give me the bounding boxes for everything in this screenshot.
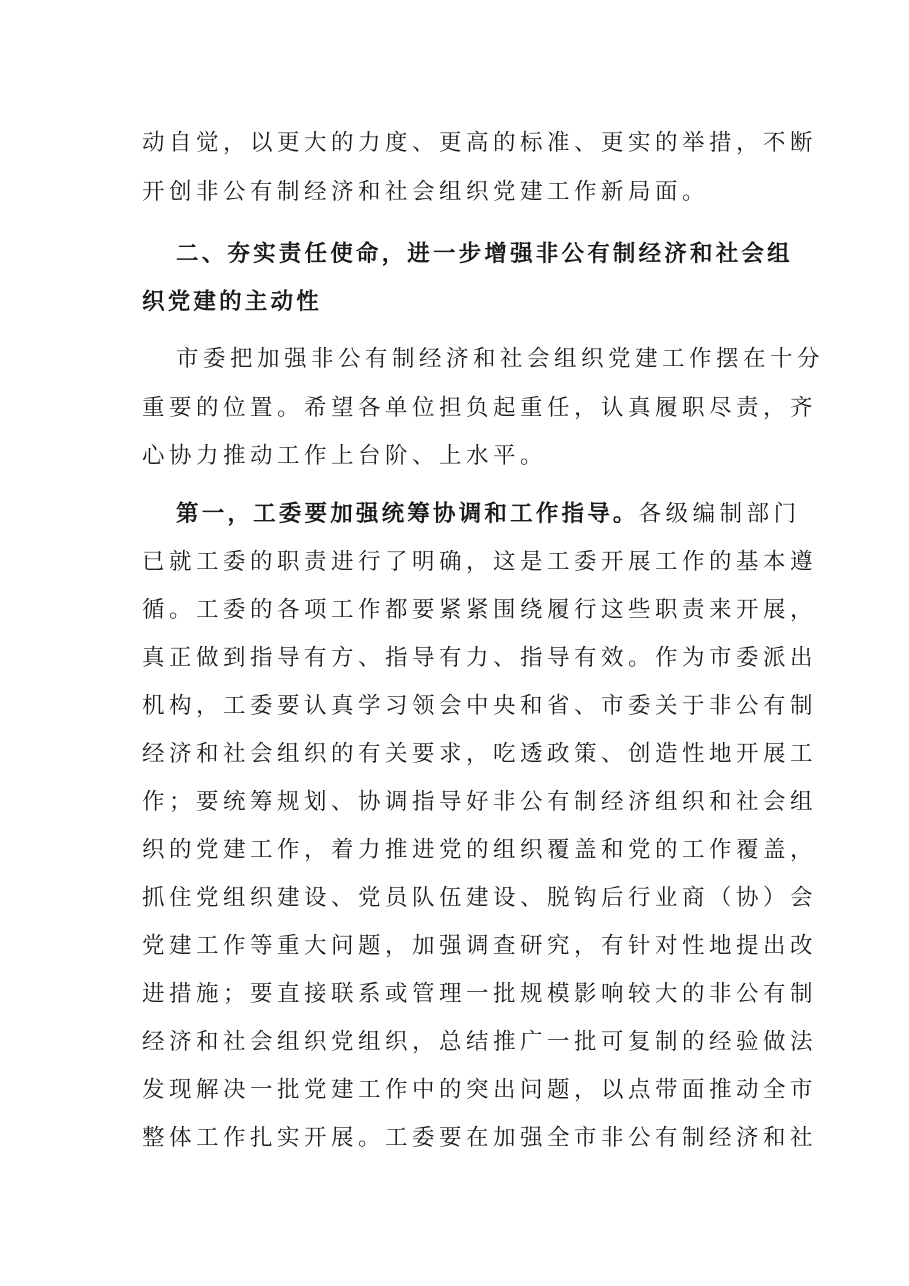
paragraph-line: 经济和社会组织的有关要求，吃透政策、创造性地开展工	[142, 741, 818, 767]
paragraph-lead-line	[176, 499, 801, 529]
paragraph-line: 发现解决一批党建工作中的突出问题，以点带面推动全市	[142, 1077, 818, 1103]
paragraph-line: 重要的位置。希望各单位担负起重任，认真履职尽责，齐	[142, 395, 818, 421]
paragraph-line: 作；要统筹规划、协调指导好非公有制经济组织和社会组	[142, 789, 818, 815]
bold-lead: 第一，工委要加强统筹协调和工作指导。	[176, 501, 639, 527]
paragraph-line: 抓住党组织建设、党员队伍建设、脱钩后行业商（协）会	[142, 885, 818, 911]
paragraph-line: 心协力推动工作上台阶、上水平。	[142, 443, 548, 469]
paragraph-line: 真正做到指导有方、指导有力、指导有效。作为市委派出	[142, 645, 818, 671]
paragraph-line: 经济和社会组织党组织，总结推广一批可复制的经验做法	[142, 1029, 818, 1055]
paragraph-line: 市委把加强非公有制经济和社会组织党建工作摆在十分	[176, 346, 825, 372]
paragraph-line: 进措施；要直接联系或管理一批规模影响较大的非公有制	[142, 981, 818, 1007]
paragraph-line: 机构，工委要认真学习领会中央和省、市委关于非公有制	[142, 693, 818, 719]
paragraph-line: 整体工作扎实开展。工委要在加强全市非公有制经济和社	[142, 1125, 818, 1151]
section-heading: 二、夯实责任使命，进一步增强非公有制经济和社会组	[176, 241, 793, 267]
paragraph-line: 已就工委的职责进行了明确，这是工委开展工作的基本遵	[142, 549, 818, 575]
lead-rest: 各级编制部门	[638, 501, 801, 527]
paragraph-line: 开创非公有制经济和社会组织党建工作新局面。	[142, 179, 710, 205]
paragraph-line: 党建工作等重大问题，加强调查研究，有针对性地提出改	[142, 933, 818, 959]
section-heading: 织党建的主动性	[142, 289, 322, 315]
paragraph-line: 织的党建工作，着力推进党的组织覆盖和党的工作覆盖，	[142, 837, 818, 863]
paragraph-line: 动自觉，以更大的力度、更高的标准、更实的举措，不断	[142, 130, 818, 156]
paragraph-line: 循。工委的各项工作都要紧紧围绕履行这些职责来开展，	[142, 597, 818, 623]
